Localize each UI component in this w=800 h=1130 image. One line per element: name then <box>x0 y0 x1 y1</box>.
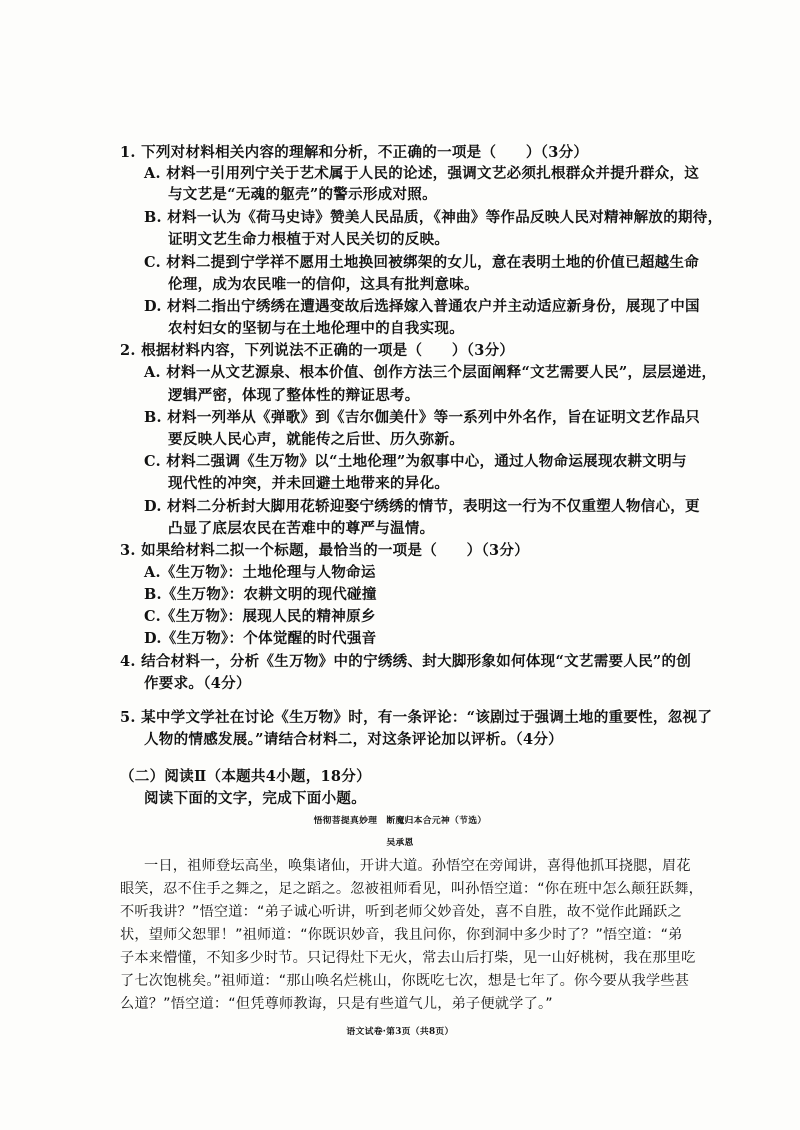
article-body-line1: 一日，祖师登坛高坐，唤集诸仙，开讲大道。孙悟空在旁闻讲，喜得他抓耳挠腮，眉花 <box>144 858 691 874</box>
q1-option-c-line2: 伦理，成为农民唯一的信仰，这具有批判意味。 <box>168 276 479 293</box>
q2-option-d-line1: D. 材料二分析封大脚用花轿迎娶宁绣绣的情节，表明这一行为不仅重塑人物信心，更 <box>144 498 700 515</box>
q4-stem-line1: 4. 结合材料一，分析《生万物》中的宁绣绣、封大脚形象如何体现“文艺需要人民”的创 <box>120 653 692 670</box>
q1-option-a-line1: A. 材料一引用列宁关于艺术属于人民的论述，强调文艺必须扎根群众并提升群众，这 <box>144 165 700 182</box>
article-body-line7: 么道？”悟空道：“但凭尊师教诲，只是有些道气儿，弟子便就学了。” <box>120 996 553 1012</box>
q2-option-b-line1: B. 材料一列举从《弹歌》到《吉尔伽美什》等一系列中外名作，旨在证明文艺作品只 <box>144 409 701 426</box>
q2-stem: 2. 根据材料内容，下列说法不正确的一项是（ ）（3分） <box>120 342 515 359</box>
q3-option-b: B.《生万物》：农耕文明的现代碰撞 <box>144 586 377 603</box>
q1-option-d-line2: 农村妇女的坚韧与在土地伦理中的自我实现。 <box>168 320 464 337</box>
article-body-line2: 眼笑，忍不住手之舞之，足之蹈之。忽被祖师看见，叫孙悟空道：“你在班中怎么颠狂跃舞， <box>120 881 704 897</box>
q2-option-c-line2: 现代性的冲突，并未回避土地带来的异化。 <box>168 475 450 492</box>
article-body-line5: 子本来懵懂，不知多少时节。只记得灶下无火，常去山后打柴，见一山好桃树，我在那里吃 <box>120 950 696 966</box>
page-footer: 语文试卷·第3页（共8页） <box>346 1027 454 1037</box>
q1-option-d-line1: D. 材料二指出宁绣绣在遭遇变故后选择嫁入普通农户并主动适应新身份，展现了中国 <box>144 298 700 315</box>
article-title: 悟彻菩提真妙理 断魔归本合元神（节选） <box>313 816 487 826</box>
q1-option-c-line1: C. 材料二提到宁学祥不愿用土地换回被绑架的女儿，意在表明土地的价值已超越生命 <box>144 254 700 271</box>
q1-stem: 1. 下列对材料相关内容的理解和分析，不正确的一项是（ ）（3分） <box>120 144 589 161</box>
article-author: 吴承恩 <box>386 838 414 848</box>
q4-stem-line2: 作要求。（4分） <box>144 675 251 692</box>
q3-option-d: D.《生万物》：个体觉醒的时代强音 <box>144 630 377 647</box>
article-body-line4: 状，望师父恕罪！”祖师道：“你既识妙音，我且问你，你到洞中多少时了？”悟空道：“弟 <box>120 927 683 943</box>
section-heading: （二）阅读Ⅱ（本题共4小题，18分） <box>120 768 371 785</box>
section-instruction: 阅读下面的文字，完成下面小题。 <box>144 790 366 807</box>
q5-stem-line2: 人物的情感发展。”请结合材料二，对这条评论加以评析。（4分） <box>144 731 563 748</box>
q2-option-a-line1: A. 材料一从文艺源泉、根本价值、创作方法三个层面阐释“文艺需要人民”，层层递进， <box>144 364 717 381</box>
q1-option-a-line2: 与文艺是“无魂的躯壳”的警示形成对照。 <box>168 186 437 203</box>
q2-option-a-line2: 逻辑严密，体现了整体性的辩证思考。 <box>168 387 420 404</box>
q1-option-b-line1: B. 材料一认为《荷马史诗》赞美人民品质，《神曲》等作品反映人民对精神解放的期待， <box>144 209 723 226</box>
article-body-line6: 了七次饱桃矣。”祖师道：“那山唤名烂桃山，你既吃七次，想是七年了。你今要从我学些甚 <box>120 973 690 989</box>
article-body-line3: 不听我讲？”悟空道：“弟子诚心听讲，听到老师父妙音处，喜不自胜，故不觉作此踊跃之 <box>120 904 682 920</box>
q3-option-c: C.《生万物》：展现人民的精神原乡 <box>144 608 376 625</box>
q2-option-b-line2: 要反映人民心声，就能传之后世、历久弥新。 <box>168 431 464 448</box>
q5-stem-line1: 5. 某中学文学社在讨论《生万物》时，有一条评论：“该剧过于强调土地的重要性，忽视了 <box>120 709 713 726</box>
q3-stem: 3. 如果给材料二拟一个标题，最恰当的一项是（ ）（3分） <box>120 542 530 559</box>
q3-option-a: A.《生万物》：土地伦理与人物命运 <box>144 564 376 581</box>
q2-option-c-line1: C. 材料二强调《生万物》以“土地伦理”为叙事中心，通过人物命运展现农耕文明与 <box>144 453 687 470</box>
q1-option-b-line2: 证明文艺生命力根植于对人民关切的反映。 <box>168 231 450 248</box>
q2-option-d-line2: 凸显了底层农民在苦难中的尊严与温情。 <box>168 520 435 537</box>
